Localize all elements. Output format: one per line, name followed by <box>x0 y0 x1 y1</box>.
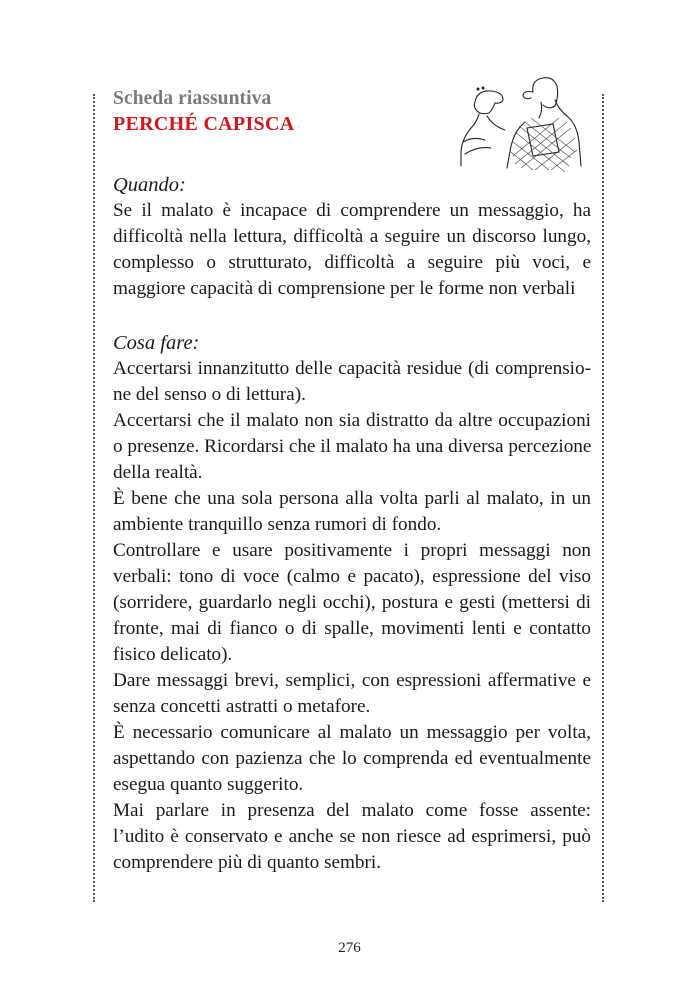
body-line: Controllare e usare positivamente i propri messaggi non <box>113 540 591 561</box>
body-line: (sorridere, guardarlo negli occhi), postura e gesti (mettersi di <box>113 592 591 613</box>
body-line: fronte, mai di fianco o di spalle, movimenti lenti e contatto <box>113 618 591 639</box>
body-line: esegua quanto suggerito. <box>113 774 304 795</box>
body-line: l’udito è conservato e anche se non riesce ad esprimersi, può <box>113 826 591 847</box>
body-line: Accertarsi innanzitutto delle capacità residue (di comprensio- <box>113 358 591 379</box>
cartoon-illustration <box>455 72 585 172</box>
body-line: Mai parlare in presenza del malato come fosse assente: <box>113 800 591 821</box>
body-line: comprendere più di quanto sembri. <box>113 852 382 873</box>
right-dotted-border <box>602 94 604 902</box>
what-to-do-section <box>113 330 591 876</box>
page-title: PERCHÉ CAPISCA <box>113 113 295 135</box>
summary-sheet-label: Scheda riassuntiva <box>113 88 272 109</box>
body-line: È bene che una sola persona alla volta parli al malato, in un <box>113 488 591 509</box>
body-line: difficoltà nella lettura, difficoltà a seguire un discorso lungo, <box>113 226 591 247</box>
body-line: complesso o strutturato, difficoltà a seguire più voci, e <box>113 252 591 273</box>
body-line: maggiore capacità di comprensione per le forme non verbali <box>113 278 576 299</box>
when-section <box>113 172 591 302</box>
body-line: fisico delicato). <box>113 644 233 665</box>
body-line: ne del senso o di lettura). <box>113 384 306 405</box>
body-line: senza concetti astratti o metafore. <box>113 696 371 717</box>
body-line: È necessario comunicare al malato un messaggio per volta, <box>113 722 591 743</box>
body-line: aspettando con pazienza che lo comprenda ed eventualmente <box>113 748 591 769</box>
left-dotted-border <box>93 94 95 902</box>
what-to-do-heading: Cosa fare: <box>113 332 200 354</box>
body-line: o presenze. Ricordarsi che il malato ha una diversa percezione <box>113 436 592 457</box>
page-number: 276 <box>338 940 361 956</box>
body-line: della realtà. <box>113 462 203 483</box>
body-line: Se il malato è incapace di comprendere un messaggio, ha <box>113 200 591 221</box>
when-heading: Quando: <box>113 174 186 196</box>
body-line: Dare messaggi brevi, semplici, con espressioni affermative e <box>113 670 591 691</box>
body-line: Accertarsi che il malato non sia distratto da altre occupazioni <box>113 410 591 431</box>
body-line: verbali: tono di voce (calmo e pacato), espressione del viso <box>113 566 591 587</box>
body-line: ambiente tranquillo senza rumori di fondo. <box>113 514 442 535</box>
